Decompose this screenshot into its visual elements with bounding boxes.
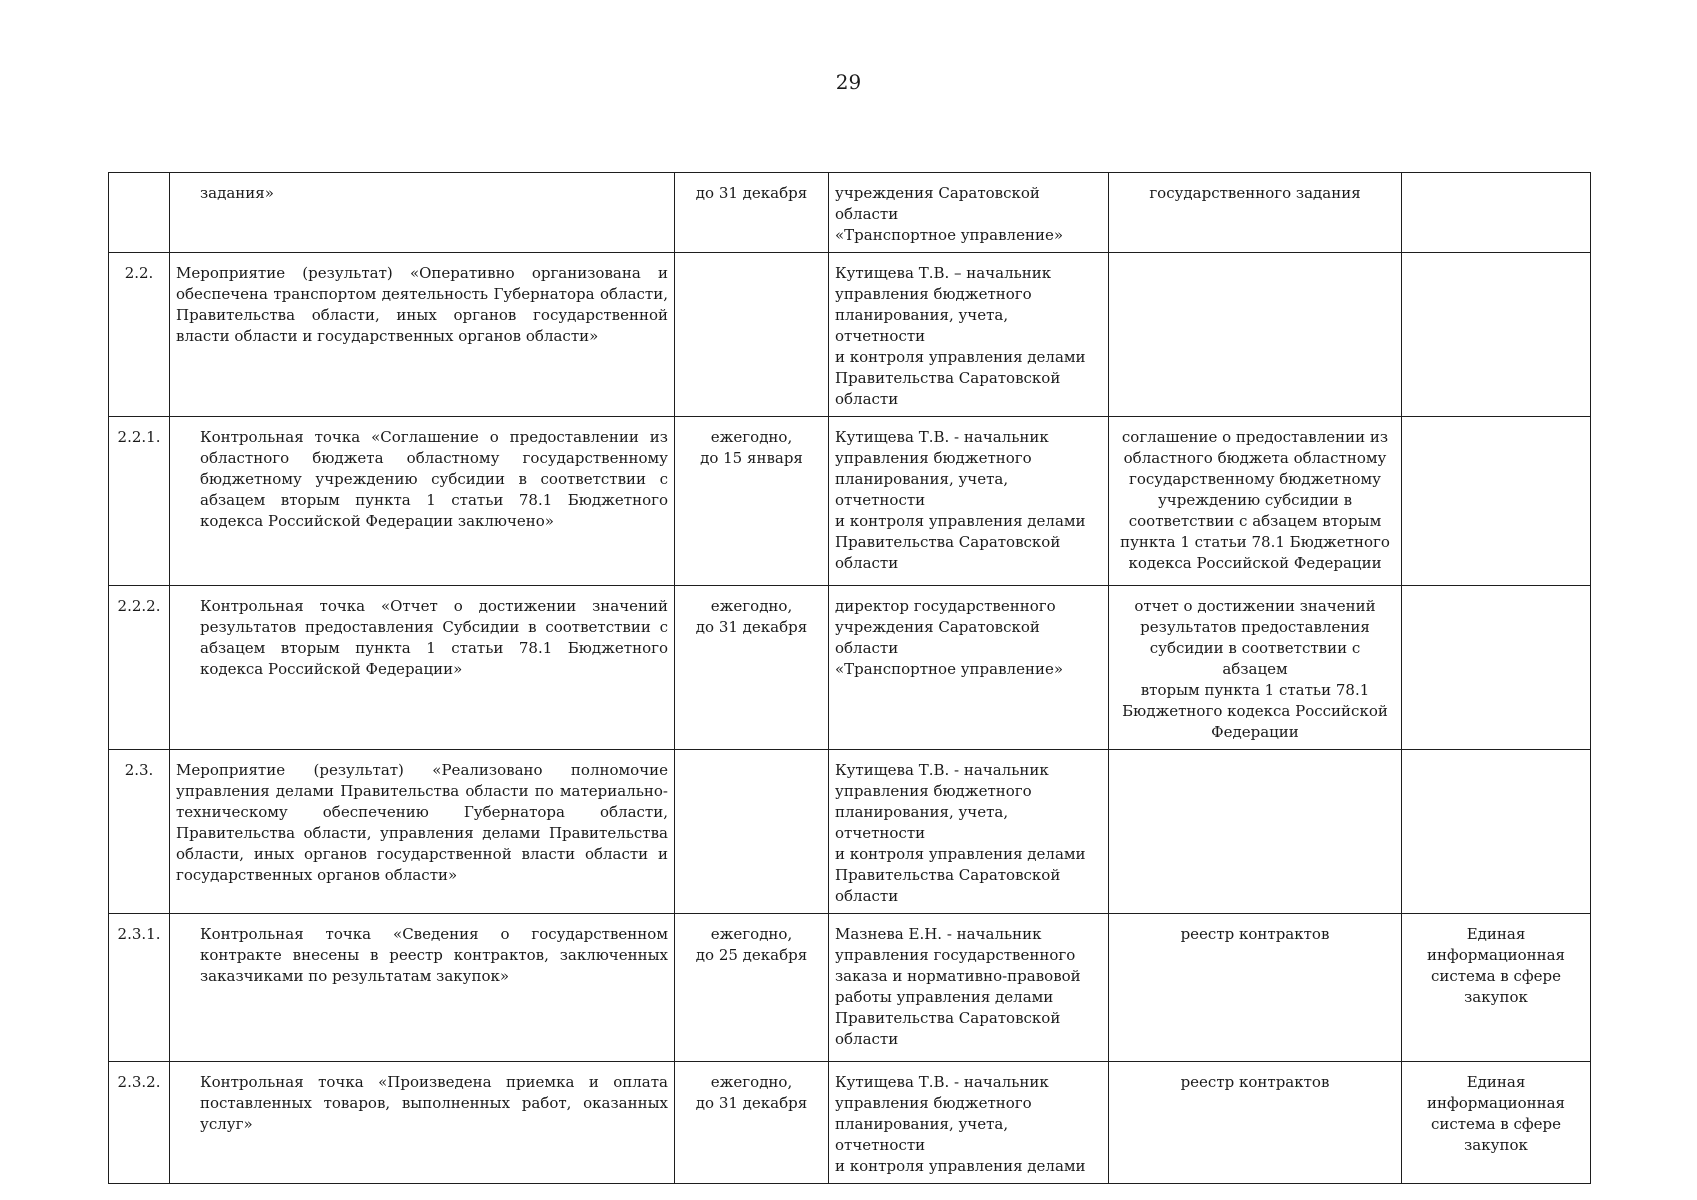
table-row [109, 1062, 1591, 1184]
responsible-line: планирования, учета, отчетности [835, 470, 1009, 509]
row-number-cell [109, 253, 170, 417]
row-number-cell [109, 750, 170, 914]
event-name: Мероприятие (результат) «Оперативно организована и обеспечена транспортом деятельность Губернатора области, Правительства области, иных органов государственной власти области и государственных органов области» [176, 264, 668, 345]
row-number-cell [109, 417, 170, 586]
document-cell [1109, 173, 1402, 253]
info-system-line: закупок [1464, 1136, 1528, 1154]
responsible-line: области [835, 1030, 899, 1048]
responsible-line: управления бюджетного [835, 285, 1032, 303]
deadline-cell [675, 750, 829, 914]
responsible-line: управления бюджетного [835, 449, 1032, 467]
deadline-line: до 31 декабря [695, 618, 808, 636]
event-name-cell [170, 417, 675, 586]
deadline-cell [675, 914, 829, 1062]
row-number-cell [109, 1062, 170, 1184]
page-number: 29 [835, 70, 862, 94]
info-system-cell [1402, 586, 1591, 750]
responsible-line: области [835, 390, 899, 408]
deadline-line: до 25 декабря [695, 946, 808, 964]
event-name-cell [170, 173, 675, 253]
document-line: Бюджетного кодекса Российской [1122, 702, 1388, 720]
deadline-cell [675, 417, 829, 586]
responsible-line: управления бюджетного [835, 782, 1032, 800]
row-number-cell [109, 914, 170, 1062]
event-name-cell [170, 253, 675, 417]
document-line: субсидии в соответствии с абзацем [1149, 639, 1361, 678]
document-line: пункта 1 статьи 78.1 Бюджетного [1120, 533, 1390, 551]
responsible-cell [829, 586, 1109, 750]
document-cell [1109, 1062, 1402, 1184]
info-system-line: система в сфере [1430, 1115, 1562, 1133]
table-row [109, 750, 1591, 914]
responsible-line: «Транспортное управление» [835, 660, 1063, 678]
deadline-cell [675, 586, 829, 750]
event-name: задания» [200, 184, 274, 202]
responsible-cell [829, 417, 1109, 586]
responsible-line: работы управления делами [835, 988, 1054, 1006]
document-line: реестр контрактов [1180, 925, 1330, 943]
row-number: 2.2.1. [117, 428, 161, 446]
document-cell [1109, 586, 1402, 750]
responsible-cell [829, 253, 1109, 417]
row-number-cell [109, 173, 170, 253]
event-name-cell [170, 750, 675, 914]
row-number: 2.3. [124, 761, 154, 779]
info-system-cell [1402, 417, 1591, 586]
row-number: 2.3.2. [117, 1073, 161, 1091]
document-line: отчет о достижении значений [1134, 597, 1376, 615]
info-system-line: информационная [1426, 946, 1566, 964]
document-line: кодекса Российской Федерации [1128, 554, 1382, 572]
row-number: 2.2. [124, 264, 154, 282]
event-name-cell [170, 914, 675, 1062]
deadline-line: ежегодно, [710, 597, 793, 615]
document-line: государственному бюджетному [1128, 470, 1382, 488]
event-name: Мероприятие (результат) «Реализовано полномочие управления делами Правительства области по материально-техническому обеспечению Губернатора области, Правительства области, управления делами Правительства области, иных органов государственной власти области и государственных органов области» [176, 761, 668, 884]
document-line: вторым пункта 1 статьи 78.1 [1140, 681, 1370, 699]
deadline-line: до 15 января [700, 449, 803, 467]
document-line: государственного задания [1149, 184, 1361, 202]
responsible-cell [829, 173, 1109, 253]
event-name: Контрольная точка «Произведена приемка и оплата поставленных товаров, выполненных работ, оказанных услуг» [200, 1073, 668, 1133]
event-name: Контрольная точка «Соглашение о предоставлении из областного бюджета областному государственному бюджетному учреждению субсидии в соответствии с абзацем вторым пункта 1 статьи 78.1 Бюджетного кодекса Российской Федерации заключено» [200, 428, 668, 530]
event-name: Контрольная точка «Отчет о достижении значений результатов предоставления Субсидии в соответствии с абзацем вторым пункта 1 статьи 78.1 Бюджетного кодекса Российской Федерации» [200, 597, 668, 678]
responsible-cell [829, 750, 1109, 914]
deadline-cell [675, 1062, 829, 1184]
info-system-cell [1402, 253, 1591, 417]
row-number: 2.3.1. [117, 925, 161, 943]
document-line: соглашение о предоставлении из [1121, 428, 1389, 446]
document-line: результатов предоставления [1140, 618, 1370, 636]
responsible-line: Кутищева Т.В. - начальник [835, 1073, 1049, 1091]
deadline-line: до 31 декабря [695, 1094, 808, 1112]
responsible-line: Кутищева Т.В. - начальник [835, 761, 1049, 779]
event-name: Контрольная точка «Сведения о государственном контракте внесены в реестр контрактов, заключенных заказчиками по результатам закупок» [200, 925, 668, 985]
responsible-line: планирования, учета, отчетности [835, 306, 1009, 345]
document-cell [1109, 750, 1402, 914]
document-cell [1109, 253, 1402, 417]
document-line: областного бюджета областному [1123, 449, 1387, 467]
table-row [109, 586, 1591, 750]
responsible-line: Правительства Саратовской [835, 1009, 1061, 1027]
info-system-cell [1402, 750, 1591, 914]
info-system-line: система в сфере [1430, 967, 1562, 985]
document-line: реестр контрактов [1180, 1073, 1330, 1091]
responsible-line: Правительства Саратовской [835, 369, 1061, 387]
responsible-line: учреждения Саратовской области [835, 184, 1040, 223]
deadline-line: ежегодно, [710, 428, 793, 446]
info-system-line: Единая [1466, 925, 1526, 943]
deadline-cell [675, 253, 829, 417]
responsible-line: и контроля управления делами [835, 845, 1086, 863]
responsible-line: Кутищева Т.В. - начальник [835, 428, 1049, 446]
info-system-cell [1402, 173, 1591, 253]
responsible-line: и контроля управления делами [835, 512, 1086, 530]
document-cell [1109, 914, 1402, 1062]
responsible-line: и контроля управления делами [835, 348, 1086, 366]
responsible-line: Кутищева Т.В. – начальник [835, 264, 1052, 282]
responsible-line: учреждения Саратовской области [835, 618, 1040, 657]
table-row [109, 253, 1591, 417]
info-system-cell [1402, 1062, 1591, 1184]
deadline-line: ежегодно, [710, 1073, 793, 1091]
row-number: 2.2.2. [117, 597, 161, 615]
document-line: соответствии с абзацем вторым [1128, 512, 1382, 530]
document-line: Федерации [1211, 723, 1299, 741]
responsible-line: заказа и нормативно-правовой [835, 967, 1081, 985]
responsible-line: области [835, 887, 899, 905]
responsible-line: области [835, 554, 899, 572]
deadline-line: ежегодно, [710, 925, 793, 943]
responsible-line: Правительства Саратовской [835, 533, 1061, 551]
info-system-cell [1402, 914, 1591, 1062]
table-row [109, 914, 1591, 1062]
responsible-line: управления бюджетного [835, 1094, 1032, 1112]
event-name-cell [170, 586, 675, 750]
info-system-line: информационная [1426, 1094, 1566, 1112]
row-number-cell [109, 586, 170, 750]
info-system-line: Единая [1466, 1073, 1526, 1091]
document-cell [1109, 417, 1402, 586]
responsible-line: «Транспортное управление» [835, 226, 1063, 244]
document-line: учреждению субсидии в [1157, 491, 1353, 509]
plan-table [108, 172, 1591, 1184]
responsible-line: и контроля управления делами [835, 1157, 1086, 1175]
table-row [109, 417, 1591, 586]
responsible-cell [829, 914, 1109, 1062]
responsible-line: планирования, учета, отчетности [835, 1115, 1009, 1154]
deadline-cell [675, 173, 829, 253]
responsible-line: управления государственного [835, 946, 1076, 964]
responsible-line: планирования, учета, отчетности [835, 803, 1009, 842]
responsible-line: директор государственного [835, 597, 1056, 615]
responsible-line: Правительства Саратовской [835, 866, 1061, 884]
responsible-cell [829, 1062, 1109, 1184]
responsible-line: Мазнева Е.Н. - начальник [835, 925, 1042, 943]
info-system-line: закупок [1464, 988, 1528, 1006]
table-row [109, 173, 1591, 253]
deadline-line: до 31 декабря [695, 184, 808, 202]
event-name-cell [170, 1062, 675, 1184]
